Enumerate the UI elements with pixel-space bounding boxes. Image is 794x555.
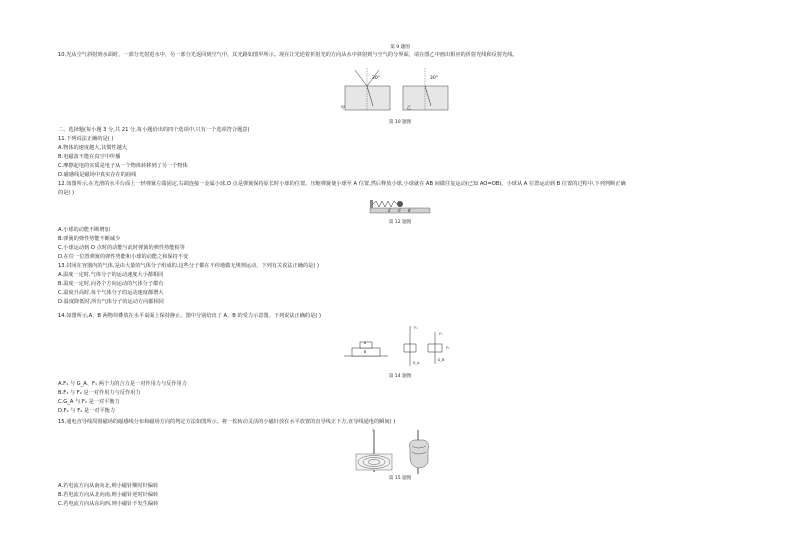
fig9-caption: 第 9 题图 — [390, 45, 410, 50]
fig10-diagram — [335, 64, 455, 114]
fig14-label-f2: F₂ — [439, 332, 443, 336]
fig14-label-gb: G_B — [437, 358, 445, 362]
q14-option-d: D.F₂ 与 F₁ 是一对平衡力 — [58, 408, 116, 414]
fig15-label-current: I — [372, 428, 374, 432]
fig10-caption: 第 10 题图 — [388, 120, 412, 125]
q12-option-a: A.小球的动能不断增加 — [58, 227, 110, 233]
fig10-angle-b: 30° — [429, 76, 439, 81]
section-2-heading: 二、选择题(每小题 3 分,共 21 分,每小题给出的四个选项中,只有一个选项符合题意) — [58, 127, 250, 133]
q14-option-c: C.G_A 与 F₂ 是一对平衡力 — [58, 399, 120, 405]
fig14-label-a: A — [363, 341, 367, 345]
q13-option-d: D.温度降低时,所有气体分子的运动方向都相同 — [58, 299, 164, 305]
q11-option-d: D.磁感线是磁场中真实存在的曲线 — [58, 172, 137, 178]
fig10-label-jia: 甲 — [340, 106, 346, 111]
q15-option-b: B.若电流方向从北向南,则小磁针逆时针偏转 — [58, 492, 159, 498]
q11-option-a: A.物体的速度越大,其惯性越大 — [58, 145, 128, 151]
fig12-label-b: B — [407, 209, 411, 213]
q10-text: 10.光从空气斜射到水面时，一部分光射进水中，另一部分光返回到空气中，其光路如图甲所示。现在让光逆着折射光的方向从水中斜射到与空气的分界面，请在图乙中画出相应的折射光线和反射光线。 — [58, 52, 518, 58]
q11-stem: 11.下列说法正确的是( ) — [58, 136, 114, 142]
fig14-force-diagram — [340, 320, 452, 370]
fig15-caption: 第 15 题图 — [388, 476, 412, 481]
q13-option-c: C.温度升高时,每个气体分子的运动速度都增大 — [58, 290, 164, 296]
q12-stem: 12.如图所示,在光滑的水平台面上一轻弹簧左端固定,右端连接一金属小球,O 点是弹簧保持原长时小球的位置。压缩弹簧使小球至 A 位置,然后释放小球,小球就在 AB 间做往复运动(已知 AO=OB)。小球从 A 位置运动到 B 位置的过程中,下列判断正确 — [58, 181, 626, 187]
q14-option-a: A.F₁ 与 G_A、F₁ 两个力的合力是一对作用力与反作用力 — [58, 381, 187, 387]
fig14-label-b: B — [363, 350, 367, 354]
q11-option-c: C.摩擦起电的实质是电子从一个物体转移到了另一个物体 — [58, 163, 188, 169]
fig14-label-f1: F₁ — [414, 326, 418, 330]
q15-option-c: C.若电流方向从东向西,则小磁针不发生偏转 — [58, 501, 159, 507]
fig12-caption: 第 12 题图 — [388, 220, 412, 225]
q15-stem: 15.通电直导线周围磁场的磁感线分布和磁场方向的判定方法如图所示。将一枚转动灵活的小磁针放在水平放置的直导线正下方,直导线通电的瞬间( ) — [58, 419, 396, 425]
q12-option-b: B.弹簧的弹性势能不断减少 — [58, 236, 121, 242]
q14-option-b: B.F₁ 与 F₂ 是一对作用力与反作用力 — [58, 390, 141, 396]
q12-option-d: D.在任一位置弹簧的弹性势能和小球的动能之和保持不变 — [58, 254, 189, 260]
fig12-spring-diagram — [368, 198, 432, 216]
fig12-label-o: O — [397, 209, 401, 213]
q12-option-c: C.小球运动到 O 点时的动能与此时弹簧的弹性势能相等 — [58, 245, 185, 251]
q11-option-b: B.电磁波不能在真空中传播 — [58, 154, 121, 160]
fig14-caption: 第 14 题图 — [388, 374, 412, 379]
fig10-label-yi: 乙 — [406, 106, 412, 111]
fig15-magnetic-field-diagram — [352, 428, 444, 476]
q12-stem-continued: 的是( ) — [58, 190, 75, 196]
q14-stem: 14.如图所示,A、B 两物块叠放在水平桌面上保持静止。图中分别给出了 A、B 的受力示意图。下列说法正确的是( ) — [58, 313, 322, 319]
fig12-label-a: A — [387, 209, 391, 213]
fig10-angle-a: 30° — [371, 76, 381, 81]
q15-option-a: A.若电流方向从南向北,则小磁针顺时针偏转 — [58, 483, 159, 489]
fig14-label-ga: G_A — [412, 361, 420, 365]
q13-stem: 13.封闭在容器内的气体,是由大量的气体分子组成的,这些分子都在不停地做无规则运动。下列有关说法正确的是( ) — [58, 263, 320, 269]
q13-option-a: A.温度一定时,气体分子的运动速度大小都相同 — [58, 272, 164, 278]
q13-option-b: B.温度一定时,向各个方向运动的气体分子都有 — [58, 281, 164, 287]
fig14-label-f3: F₃ — [446, 346, 450, 350]
